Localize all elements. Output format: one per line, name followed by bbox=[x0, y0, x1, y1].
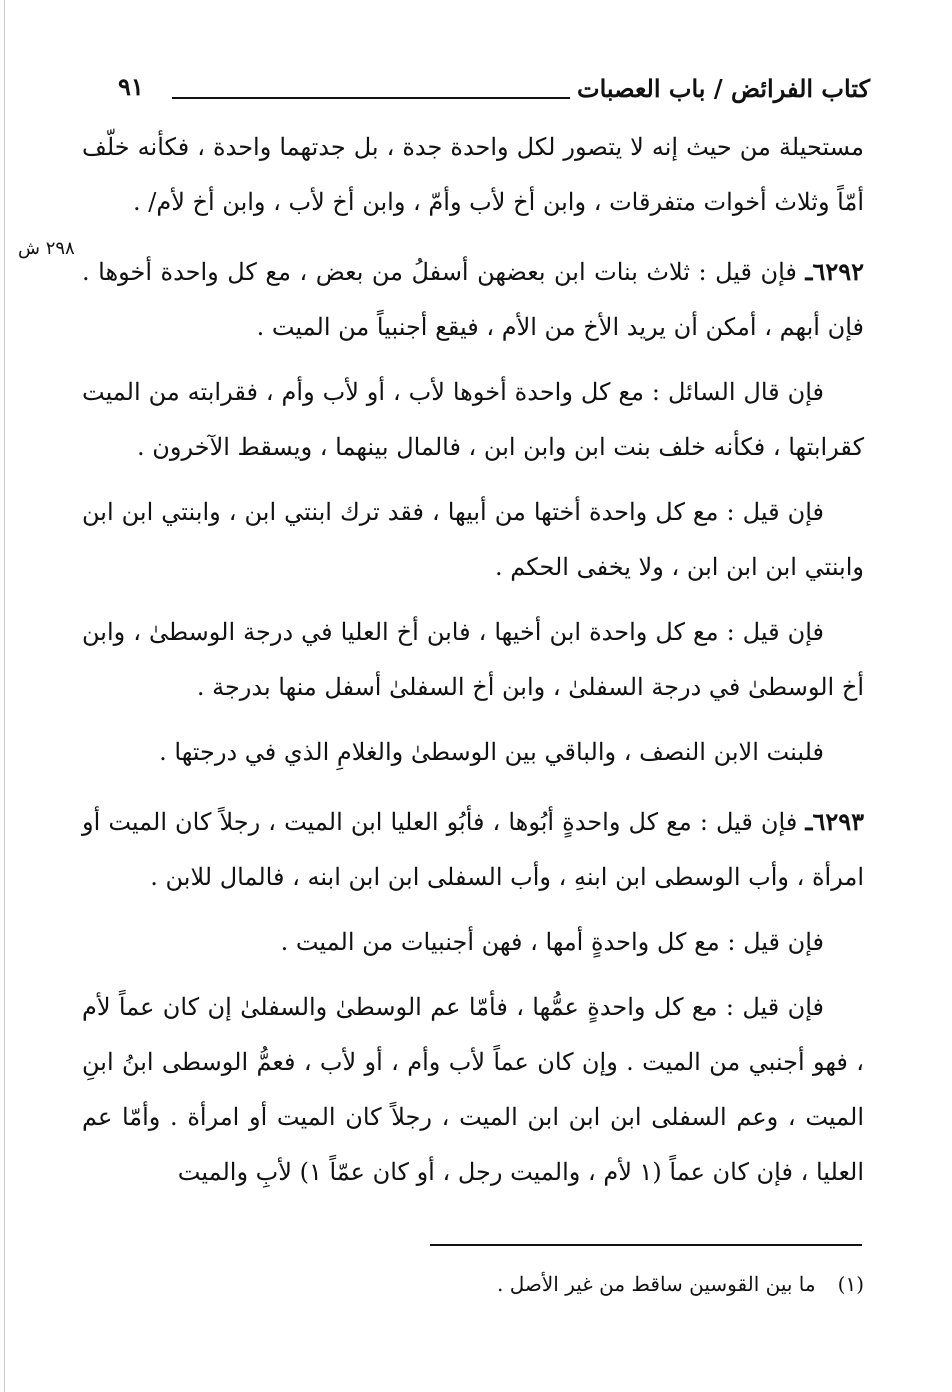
page-header bbox=[80, 70, 870, 110]
paragraph bbox=[82, 365, 864, 475]
issue-number: ٦٢٩٢ـ bbox=[805, 257, 864, 286]
footnote-rule bbox=[430, 1244, 862, 1246]
paragraph-text: فإن قال السائل : مع كل واحدة أخوها لأب ، أو لأب وأم ، فقرابته من الميت كقرابتها ، فكأنه خلف بنت ابن وابن ابن ، فالمال بينهما ، ويسقط الآخرون . bbox=[82, 378, 864, 461]
paragraph-text: فلبنت الابن النصف ، والباقي بين الوسطىٰ والغلامِ الذي في درجتها . bbox=[159, 738, 824, 766]
paragraph bbox=[82, 485, 864, 595]
footnote bbox=[82, 1272, 864, 1296]
page-number: ٩١ bbox=[118, 72, 144, 101]
paragraph bbox=[82, 605, 864, 715]
paragraph-text: فإن قيل : مع كل واحدة ابن أخيها ، فابن أخ العليا في درجة الوسطىٰ ، وابن أخ الوسطىٰ في درجة السفلىٰ ، وابن أخ السفلىٰ أسفل منها بدرجة . bbox=[82, 618, 864, 701]
paragraph bbox=[82, 725, 864, 780]
body-text bbox=[82, 120, 864, 1210]
margin-note: ٢٩٨ ش bbox=[18, 238, 75, 259]
paragraph bbox=[82, 120, 864, 230]
header-rule bbox=[172, 97, 570, 99]
scan-edge-line bbox=[4, 0, 5, 1392]
paragraph-text: فإن قيل : مع كل واحدةٍ أبُوها ، فأبُو العليا ابن الميت ، رجلاً كان الميت أو امرأة ، وأب الوسطى ابن ابنهِ ، وأب السفلى ابن ابن ابنه ، فالمال للابن . bbox=[82, 808, 864, 891]
paragraph bbox=[82, 794, 864, 905]
running-title: كتاب الفرائض / باب العصبات bbox=[577, 74, 870, 103]
paragraph-text: فإن قيل : مع كل واحدة أختها من أبيها ، فقد ترك ابنتي ابن ، وابنتي ابن ابن وابنتي ابن ابن ابن ، ولا يخفى الحكم . bbox=[82, 498, 864, 581]
paragraph-text: فإن قيل : مع كل واحدةٍ أمها ، فهن أجنبيات من الميت . bbox=[280, 928, 824, 956]
paragraph-text: فإن قيل : مع كل واحدةٍ عمُّها ، فأمّا عم الوسطىٰ والسفلىٰ إن كان عماً لأم ، فهو أجنبي من الميت . وإن كان عماً لأب وأم ، أو لأب ، فعمُّ الوسطى ابنُ ابنِ الميت ، وعم السفلى ابن ابن ابن الميت ، رجلاً كان الميت أو امرأة . وأمّا عم العليا ، فإن كان عماً (١ لأم ، والميت رجل ، أو كان عمّاً ١) لأبِ والميت bbox=[82, 993, 864, 1186]
issue-number: ٦٢٩٣ـ bbox=[805, 807, 865, 836]
paragraph-text: مستحيلة من حيث إنه لا يتصور لكل واحدة جدة ، بل جدتهما واحدة ، فكأنه خلّف أمّاً وثلاث أخوات متفرقات ، وابن أخ لأب وأمّ ، وابن أخ لأب ، وابن أخ لأم/ . bbox=[82, 133, 864, 216]
paragraph bbox=[82, 915, 864, 970]
paragraph bbox=[82, 244, 864, 355]
footnote-number: (١) bbox=[837, 1272, 864, 1296]
paragraph bbox=[82, 980, 864, 1200]
paragraph-text: فإن قيل : ثلاث بنات ابن بعضهن أسفلُ من بعض ، مع كل واحدة أخوها . فإن أبهم ، أمكن أن يريد الأخ من الأم ، فيقع أجنبياً من الميت . bbox=[82, 258, 864, 341]
footnote-text: ما بين القوسين ساقط من غير الأصل . bbox=[497, 1272, 816, 1296]
